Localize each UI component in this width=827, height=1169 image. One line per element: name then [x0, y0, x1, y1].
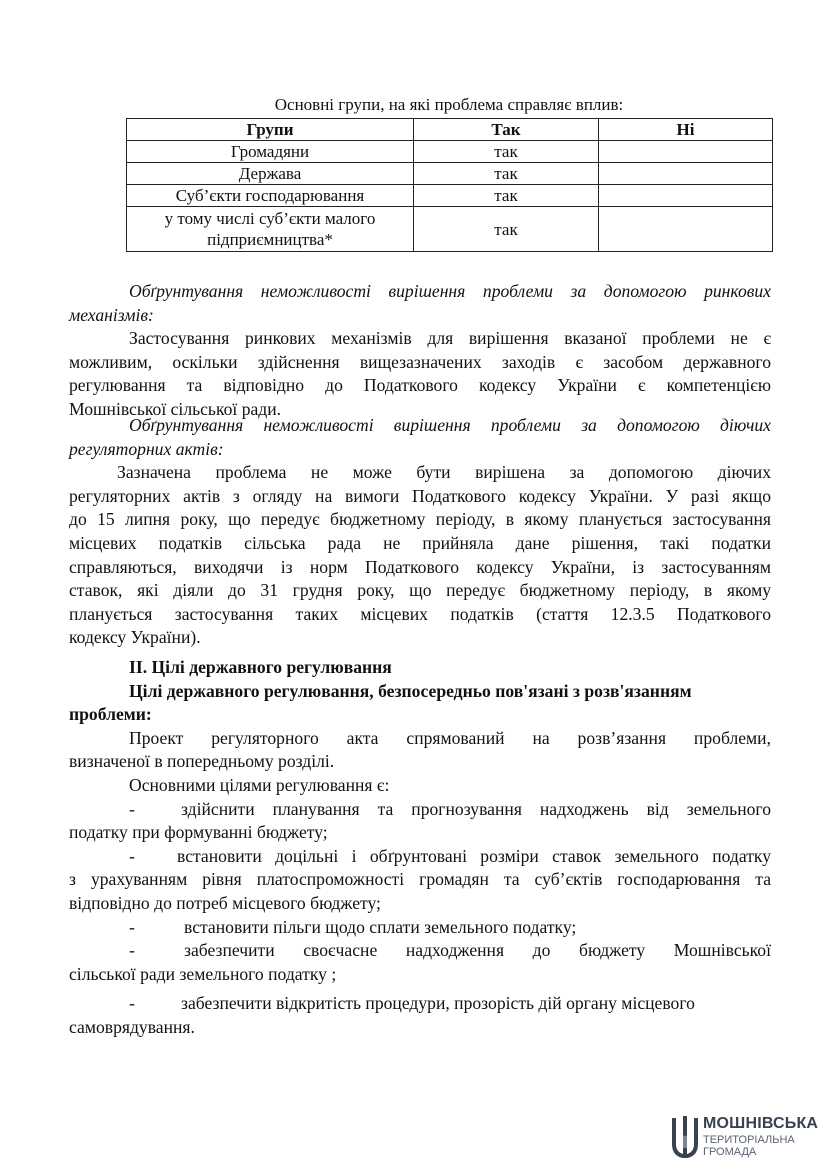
- market-heading-cont: механізмів:: [69, 304, 154, 325]
- table-row: [127, 141, 773, 163]
- goal-text-cont: самоврядування.: [69, 1016, 195, 1037]
- group-cell: Суб’єкти господарювання: [127, 185, 414, 207]
- dash-marker: -: [129, 798, 135, 819]
- goal-text-cont: відповідно до потреб місцевого бюджету;: [69, 892, 381, 913]
- acts-text-line: кодексу України).: [69, 627, 201, 648]
- table-row: [127, 207, 773, 252]
- group-cell: Держава: [127, 163, 414, 185]
- dash-marker: -: [129, 916, 135, 937]
- intro-text-line: Проект регуляторного акта спрямований на розв’язання проблеми,: [129, 727, 771, 748]
- goal-text-cont: сільської ради земельного податку ;: [69, 963, 337, 984]
- acts-text-line: планується застосування таких місцевих податків (стаття 12.3.5 Податкового: [69, 603, 771, 624]
- market-text-line: Мошнівської сільської ради.: [69, 398, 282, 419]
- yes-cell: так: [414, 163, 599, 185]
- yes-cell: так: [414, 185, 599, 207]
- acts-text-line: справляються, виходячи із норм Податкового кодексу України, із застосуванням: [69, 556, 771, 577]
- dash-marker: -: [129, 845, 135, 866]
- goal-text: здійснити планування та прогнозування надходжень від земельного: [181, 798, 771, 819]
- logo-subtitle-line: ТЕРИТОРІАЛЬНА: [703, 1134, 795, 1146]
- acts-text-line: ставок, які діяли до 31 грудня року, що передує бюджетному періоду, в якому: [69, 580, 771, 601]
- header-groups: Групи: [127, 119, 414, 141]
- table-row: [127, 185, 773, 207]
- header-no: Ні: [599, 119, 773, 141]
- goal-item: [69, 992, 771, 1039]
- table-header-row: [127, 119, 773, 141]
- dash-marker: -: [129, 993, 135, 1014]
- goal-item: [69, 916, 771, 940]
- header-yes: Так: [414, 119, 599, 141]
- intro-text-line: визначеної в попередньому розділі.: [69, 751, 335, 772]
- group-cell-line: підприємництва*: [207, 230, 333, 249]
- no-cell: [599, 163, 773, 185]
- market-text-line: регулювання та відповідно до Податкового кодексу України є компетенцією: [69, 375, 771, 396]
- section-2-subtitle-cont: проблеми:: [69, 704, 152, 725]
- goal-line: [69, 916, 771, 940]
- trident-icon: [672, 1116, 698, 1158]
- no-cell: [599, 185, 773, 207]
- market-text-line: можливим, оскільки здійснення вищезазначених заходів є засобом державного: [69, 351, 771, 372]
- acts-section: [69, 414, 771, 650]
- acts-text-line: регуляторних актів з огляду на вимоги Податкового кодексу України. У разі якщо: [69, 485, 771, 506]
- logo-name: МОШНІВСЬКА: [703, 1115, 819, 1132]
- market-text-line: Застосування ринкових механізмів для вирішення вказаної проблеми не є: [129, 328, 771, 349]
- section-2-subtitle: Цілі державного регулювання, безпосередньо пов'язані з розв'язанням: [129, 680, 692, 701]
- goal-line: [69, 845, 771, 869]
- no-cell: [599, 141, 773, 163]
- impact-groups-table: [126, 118, 773, 252]
- logo-subtitle-line: ГРОМАДА: [703, 1146, 757, 1158]
- acts-heading-cont: регуляторних актів:: [69, 438, 224, 459]
- goal-text: встановити доцільні і обґрунтовані розміри ставок земельного податку: [177, 845, 771, 866]
- market-heading: Обґрунтування неможливості вирішення проблеми за допомогою ринкових: [129, 281, 771, 301]
- acts-heading: Обґрунтування неможливості вирішення проблеми за допомогою діючих: [129, 415, 771, 435]
- goal-item: [69, 798, 771, 845]
- group-cell: Громадяни: [127, 141, 414, 163]
- group-cell: [127, 207, 414, 252]
- section-2-title: ІІ. Цілі державного регулювання: [129, 657, 392, 677]
- goal-line: [69, 992, 771, 1016]
- goal-item: [69, 939, 771, 986]
- goal-text: встановити пільги щодо сплати земельного податку;: [184, 916, 577, 937]
- yes-cell: так: [414, 141, 599, 163]
- market-section: [69, 280, 771, 422]
- group-cell-line: у тому числі суб’єкти малого: [164, 209, 376, 228]
- acts-text-line: до 15 липня року, що передує бюджетному періоду, в якому планується застосування: [69, 509, 771, 530]
- goal-text-cont: податку при формуванні бюджету;: [69, 822, 328, 843]
- goal-item: [69, 845, 771, 916]
- acts-text-line: Зазначена проблема не може бути вирішена за допомогою діючих: [117, 462, 771, 483]
- goals-lead: Основними цілями регулювання є:: [129, 774, 390, 795]
- table-caption: Основні групи, на які проблема справляє вплив:: [274, 95, 624, 114]
- goal-line: [69, 939, 771, 963]
- goal-text-cont: з урахуванням рівня платоспроможності громадян та суб’єктів господарювання та: [69, 869, 771, 890]
- goal-text: забезпечити відкритість процедури, прозорість дій органу місцевого: [181, 993, 695, 1014]
- section-2: [69, 656, 771, 1040]
- table-row: [127, 163, 773, 185]
- goal-line: [69, 798, 771, 822]
- acts-text-line: місцевих податків сільська рада не прийняла дане рішення, такі податки: [69, 532, 771, 553]
- goal-text: забезпечити своєчасне надходження до бюджету Мошнівської: [184, 940, 771, 961]
- dash-marker: -: [129, 940, 135, 961]
- no-cell: [599, 207, 773, 252]
- logo-subtitle: [703, 1134, 795, 1158]
- yes-cell: так: [414, 207, 599, 252]
